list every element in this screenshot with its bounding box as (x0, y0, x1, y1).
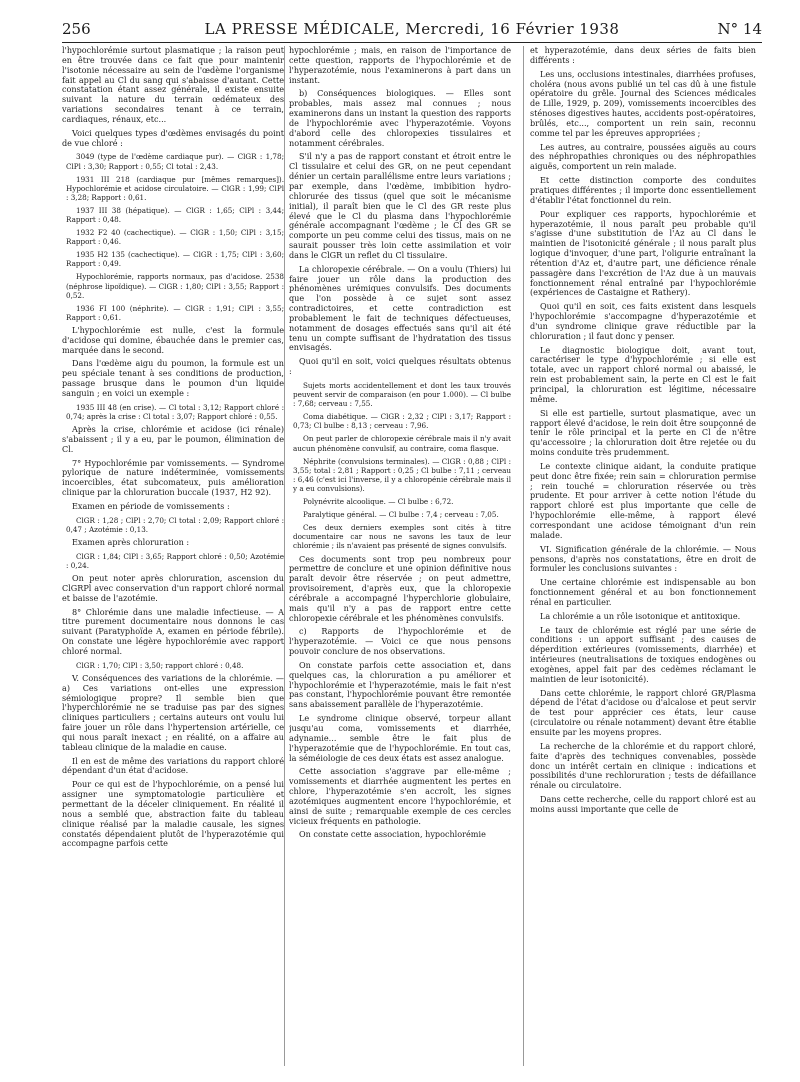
column-3 (530, 46, 756, 1066)
paragraph: Examen en période de vomissements : (72, 500, 230, 511)
paragraph: On peut noter après chloruration, ascension du ClGRPl avec conservation d'un rapport chloré normal et baisse de l'azotémie. (62, 573, 284, 603)
paragraph: Hypochlorémie, rapports normaux, pas d'acidose. 2538 (néphrose lipoïdique). — ClGR : 1,80; ClPl : 3,55; Rapport : 0,52. (66, 272, 284, 300)
paragraph: Examen après chloruration : (72, 536, 190, 547)
paragraph: Coma diabétique. — ClGR : 2,32 ; ClPl : 3,17; Rapport : 0,73; Cl bulbe : 8,13 ; cerveau : 7,96. (293, 412, 511, 431)
paragraph: VI. Signification générale de la chlorémie. — Nous pensons, d'après nos constatations, être en droit de formuler les conclusions suivantes : (530, 543, 756, 574)
paragraph: On constate cette association, hypochlorémie (299, 829, 486, 840)
paragraph: On constate parfois cette association et, dans quelques cas, la chloruration a pu améliorer et l'hypochlorémie et l'hyperazotémie, mais le fait n'est pas constant, l'hypochlorémie pouvant être remontée sans abaissement parallèle de l'hyperazotémie. (289, 659, 511, 710)
paragraph: l'hypochlorémie surtout plasmatique ; la raison peut en être trouvée dans ce fait que pour maintenir l'isotonie nécessaire au sein de l'œdème l'organisme fait appel au Cl du sang qui s'abaisse d'autant. Cette constatation étant assez générale, il existe ensuite suivant la nature du terrain œdémateux des variations secondaires tenant à ce terrain, cardiaques, rénaux, etc... (62, 46, 284, 124)
paragraph: 1935 H2 135 (cachectique). — ClGR : 1,75; ClPl : 3,60; Rapport : 0,49. (66, 250, 284, 269)
paragraph: S'il n'y a pas de rapport constant et étroit entre le Cl tissulaire et celui des GR, on ne peut cependant dénier un certain parallélisme entre leurs variations ; par exemple, dans l'œdème, imbibition hydro-chlorurée des tissus (quel que soit le mécanisme initial), il paraît bien que le Cl des GR reste plus élevé que le Cl du plasma dans l'hypochlorémie générale accompagnant l'œdème ; le Cl des GR se comporte un peu comme celui des tissus, mais on ne saurait pousser très loin cette assimilation et voir dans le ClGR un reflet du Cl tissulaire. (289, 151, 511, 260)
paragraph: Les uns, occlusions intestinales, diarrhées profuses, choléra (nous avons publié un tel cas dû à une fistule opératoire du grêle. Journal des Sciences médicales de Lille, 1929, p. 209), vomissements incoercibles des sténoses digestives hautes, accidents post-opératoires, brûlés, etc..., comportent un rein sain, reconnu comme tel par les épreuves appropriées ; (530, 68, 756, 138)
paragraph: V. Conséquences des variations de la chlorémie. — a) Ces variations ont-elles une expression sémiologique propre? Il semble bien que l'hyperchlorémie ne se traduise pas par des signes cliniques particuliers ; certains auteurs ont voulu lui faire jouer un rôle dans l'hypertension artérielle, ce qui nous paraît inexact ; en réalité, on a affaire au tableau clinique de la maladie en cause. (62, 672, 284, 752)
paragraph: L'hypochlorémie est nulle, c'est la formule d'acidose qui domine, ébauchée dans le premier cas, marquée dans le second. (62, 324, 284, 355)
paragraph: 3049 (type de l'œdème cardiaque pur). — ClGR : 1,78; ClPl : 3,30; Rapport : 0,55; Cl total : 2,43. (66, 152, 284, 171)
paragraph: Ces documents sont trop peu nombreux pour permettre de conclure et une opinion définitive nous paraît devoir être réservée ; on peut admettre, provisoirement, d'après eux, que la chloropexie cérébrale a accompagné l'hyperchlorie globulaire, mais qu'il n'y a pas de rapport entre cette chloropexie cérébrale et les phénomènes convulsifs. (289, 553, 511, 623)
paragraph: Quoi qu'il en soit, voici quelques résultats obtenus : (289, 356, 511, 377)
page-header (62, 18, 762, 40)
paragraph: Les autres, au contraire, poussées aiguës au cours des néphropathies chroniques ou des néphropathies aiguës, comportent un rein malade. (530, 141, 756, 172)
paragraph: ClGR : 1,84; ClPl : 3,65; Rapport chloré : 0,50; Azotémie : 0,24. (66, 551, 284, 570)
paragraph: Paralytique général. — Cl bulbe : 7,4 ; cerveau : 7,05. (303, 510, 499, 520)
paragraph: On peut parler de chloropexie cérébrale mais il n'y avait aucun phénomène convulsif, au contraire, coma flasque. (293, 434, 511, 453)
paragraph: c) Rapports de l'hypochlorémie et de l'hyperazotémie. — Voici ce que nous pensons pouvoir conclure de nos observations. (289, 626, 511, 657)
paragraph: Sujets morts accidentellement et dont les taux trouvés peuvent servir de comparaison (en pour 1.000). — Cl bulbe : 7,68; cerveau : 7,55. (293, 381, 511, 409)
paragraph: hypochlorémie ; mais, en raison de l'importance de cette question, rapports de l'hypochlorémie et de l'hyperazotémie, nous l'examinerons à part dans un instant. (289, 46, 511, 85)
paragraph: Voici quelques types d'œdèmes envisagés du point de vue chloré : (62, 127, 284, 148)
paragraph: Et cette distinction comporte des conduites pratiques différentes ; il importe donc essentiellement d'établir l'état fonctionnel du rein. (530, 175, 756, 205)
paragraph: 1937 III 38 (hépatique). — ClGR : 1,65; ClPl : 3,44; Rapport : 0,48. (66, 205, 284, 224)
paragraph: Pour ce qui est de l'hypochlorémie, on a pensé lui assigner une symptomatologie particulière et permettant de la déceler cliniquement. En réalité il nous a semblé que, abstraction faite du tableau clinique réalisé par la maladie causale, les signes constatés dépendaient plutôt de l'hyperazotémie qui accompagne parfois cette (62, 779, 284, 849)
column-1 (62, 46, 284, 1066)
paragraph: Quoi qu'il en soit, ces faits existent dans lesquels l'hypochlorémie s'accompagne d'hyperazotémie et d'un syndrome clinique grave réductible par la chloruration ; il faut donc y penser. (530, 301, 756, 341)
paragraph: 7° Hypochlorémie par vomissements. — Syndrome pylorique de nature indéterminée, vomissements incoercibles, état subcomateux, puis amélioration clinique par la chloruration buccale (1937, H2 92). (62, 457, 284, 498)
paragraph: Dans cette chlorémie, le rapport chloré GR/Plasma dépend de l'état d'acidose ou d'alcalose et peut servir de test pour apprécier ces états, leur cause (circulatoire ou rénale notamment) devant être établie ensuite par les moyens propres. (530, 687, 756, 737)
paragraph: Dans l'œdème aigu du poumon, la formule est un peu spéciale tenant à ses conditions de production, passage brusque dans le poumon d'un liquide sanguin ; en voici un exemple : (62, 358, 284, 398)
paragraph: La chloropexie cérébrale. — On a voulu (Thiers) lui faire jouer un rôle dans la production des phénomènes urémiques convulsifs. Des documents que l'on possède à ce sujet sont assez contradictoires, et cette contradiction est probablement le fait de techniques défectueuses, notamment de dosages effectués sans qu'il ait été tenu un compte suffisant de l'hydratation des tissus envisagés. (289, 263, 511, 353)
paragraph: Le syndrome clinique observé, torpeur allant jusqu'au coma, vomissements et diarrhée, adynamie... semble être le fait plus de l'hyperazotémie que de l'hypochlorémie. En tout cas, la séméiologie de ces deux états est assez analogue. (289, 713, 511, 763)
column-divider (523, 46, 524, 1066)
paragraph: et hyperazotémie, dans deux séries de faits bien différents : (530, 46, 756, 65)
paragraph: Cette association s'aggrave par elle-même ; vomissements et diarrhée augmentent les pertes en chlore, l'hyperazotémie s'en accroît, les signes azotémiques augmentent encore l'hypochlorémie, et ainsi de suite ; remarquable exemple de ces cercles vicieux fréquents en pathologie. (289, 766, 511, 826)
paragraph: Dans cette recherche, celle du rapport chloré est au moins aussi importante que celle de (530, 794, 756, 814)
paragraph: Si elle est partielle, surtout plasmatique, avec un rapport élevé d'acidose, le rein doit être soupçonné de tenir le rôle principal et la perte en Cl de n'être qu'accessoire ; la chloruration doit être rejetée ou du moins conduite très prudemment. (530, 407, 756, 458)
header-rule (62, 42, 762, 43)
paragraph: 1935 III 48 (en crise). — Cl total : 3,12; Rapport chloré : 0,74; après la crise : Cl total : 3,07; Rapport chloré : 0,55. (66, 402, 284, 421)
paragraph: Le contexte clinique aidant, la conduite pratique peut donc être fixée; rein sain = chloruration permise ; rein touché = chloruration réservée ou très prudente. Et pour arriver à cette notion l'étude du rapport chloré est plus importante que celle de l'hypochlorémie elle-même, à rapport élevé correspondant une acidose témoignant d'un rein malade. (530, 460, 756, 540)
paragraph: 1931 III 218 (cardiaque pur [mêmes remarques]). Hypochlorémie et acidose circulatoire. — ClGR : 1,99; ClPl : 3,28; Rapport : 0,61. (66, 174, 284, 202)
column-2 (289, 46, 511, 1066)
paragraph: Le taux de chlorémie est réglé par une série de conditions : un apport suffisant ; des causes de déperdition extérieures (vomissements, diarrhée) et intérieures (neutralisations de toxiques endogènes ou exogènes, appel fait par des cedèmes réclamant le maintien de leur isotonicité). (530, 624, 756, 684)
paragraph: La recherche de la chlorémie et du rapport chloré, faite d'après des techniques convenables, possède donc un intérêt certain en clinique : indications et possibilités d'une rechloruration ; tests de défaillance rénale ou circulatoire. (530, 740, 756, 791)
paragraph: 1932 F2 40 (cachectique). — ClGR : 1,50; ClPl : 3,15; Rapport : 0,46. (66, 228, 284, 247)
paragraph: Le diagnostic biologique doit, avant tout, caractériser le type d'hypochlorémie ; si elle est totale, avec un rapport chloré normal ou abaissé, le rein est probablement sain, la perte en Cl est le fait principal, la chloruration est légitime, nécessaire même. (530, 344, 756, 404)
issue-number: N° 14 (717, 20, 762, 38)
paragraph: Pour expliquer ces rapports, hypochlorémie et hyperazotémie, il nous paraît peu probable qu'il s'agisse d'une substitution de l'Az au Cl dans le maintien de l'isotonicité générale ; il nous paraît plus logique d'invoquer, d'une part, l'oligurie entraînant la rétention d'Az et, d'autre part, une déficience rénale passagère dans l'excrétion de l'Az due à un mauvais fonctionnement rénal entraîné par l'hypochlorémie (expériences de Castaigne et Rathery). (530, 208, 756, 298)
paragraph: Néphrite (convulsions terminales). — ClGR : 0,88 ; ClPl : 3,55; total : 2,81 ; Rapport : 0,25 ; Cl bulbe : 7,11 ; cerveau : 6,46 (c'est ici l'inverse, il y a chloropénie cérébrale mais il y a eu convulsions). (293, 456, 511, 493)
journal-title: LA PRESSE MÉDICALE, Mercredi, 16 Février 1938 (204, 20, 620, 38)
paragraph: 8° Chlorémie dans une maladie infectieuse. — A titre purement documentaire nous donnons le cas suivant (Paratyphoïde A, examen en période fébrile). On constate une légère hypochlorémie avec rapport chloré normal. (62, 606, 284, 656)
paragraph: ClGR : 1,28 ; ClPl : 2,70; Cl total : 2,09; Rapport chloré : 0,47 ; Azotémie : 0,13. (66, 515, 284, 534)
page-number: 256 (62, 20, 91, 38)
paragraph: 1936 FI 100 (néphrite). — ClGR : 1,91; ClPl : 3,55; Rapport : 0,61. (66, 303, 284, 322)
paragraph: Une certaine chlorémie est indispensable au bon fonctionnement général et au bon fonctionnement rénal en particulier. (530, 577, 756, 607)
paragraph: Après la crise, chlorémie et acidose (ici rénale) s'abaissent ; il y a eu, par le poumon, élimination de Cl. (62, 424, 284, 454)
paragraph: Ces deux derniers exemples sont cités à titre documentaire car nous ne savons les taux de leur chlorémie ; ils n'avaient pas présenté de signes convulsifs. (293, 523, 511, 551)
paragraph: La chlorémie a un rôle isotonique et antitoxique. (540, 610, 741, 621)
paragraph: Polynévrite alcoolique. — Cl bulbe : 6,72. (303, 497, 454, 507)
paragraph: b) Conséquences biologiques. — Elles sont probables, mais assez mal connues ; nous examinerons dans un instant la question des rapports de l'hypochlorémie avec l'hyperazotémie. Voyons d'abord celle des chloropexies tissulaires et notamment cérébrales. (289, 88, 511, 148)
column-divider (284, 46, 285, 1066)
paragraph: Il en est de même des variations du rapport chloré dépendant d'un état d'acidose. (62, 755, 284, 776)
paragraph: ClGR : 1,70; ClPl : 3,50; rapport chloré : 0,48. (76, 660, 244, 670)
